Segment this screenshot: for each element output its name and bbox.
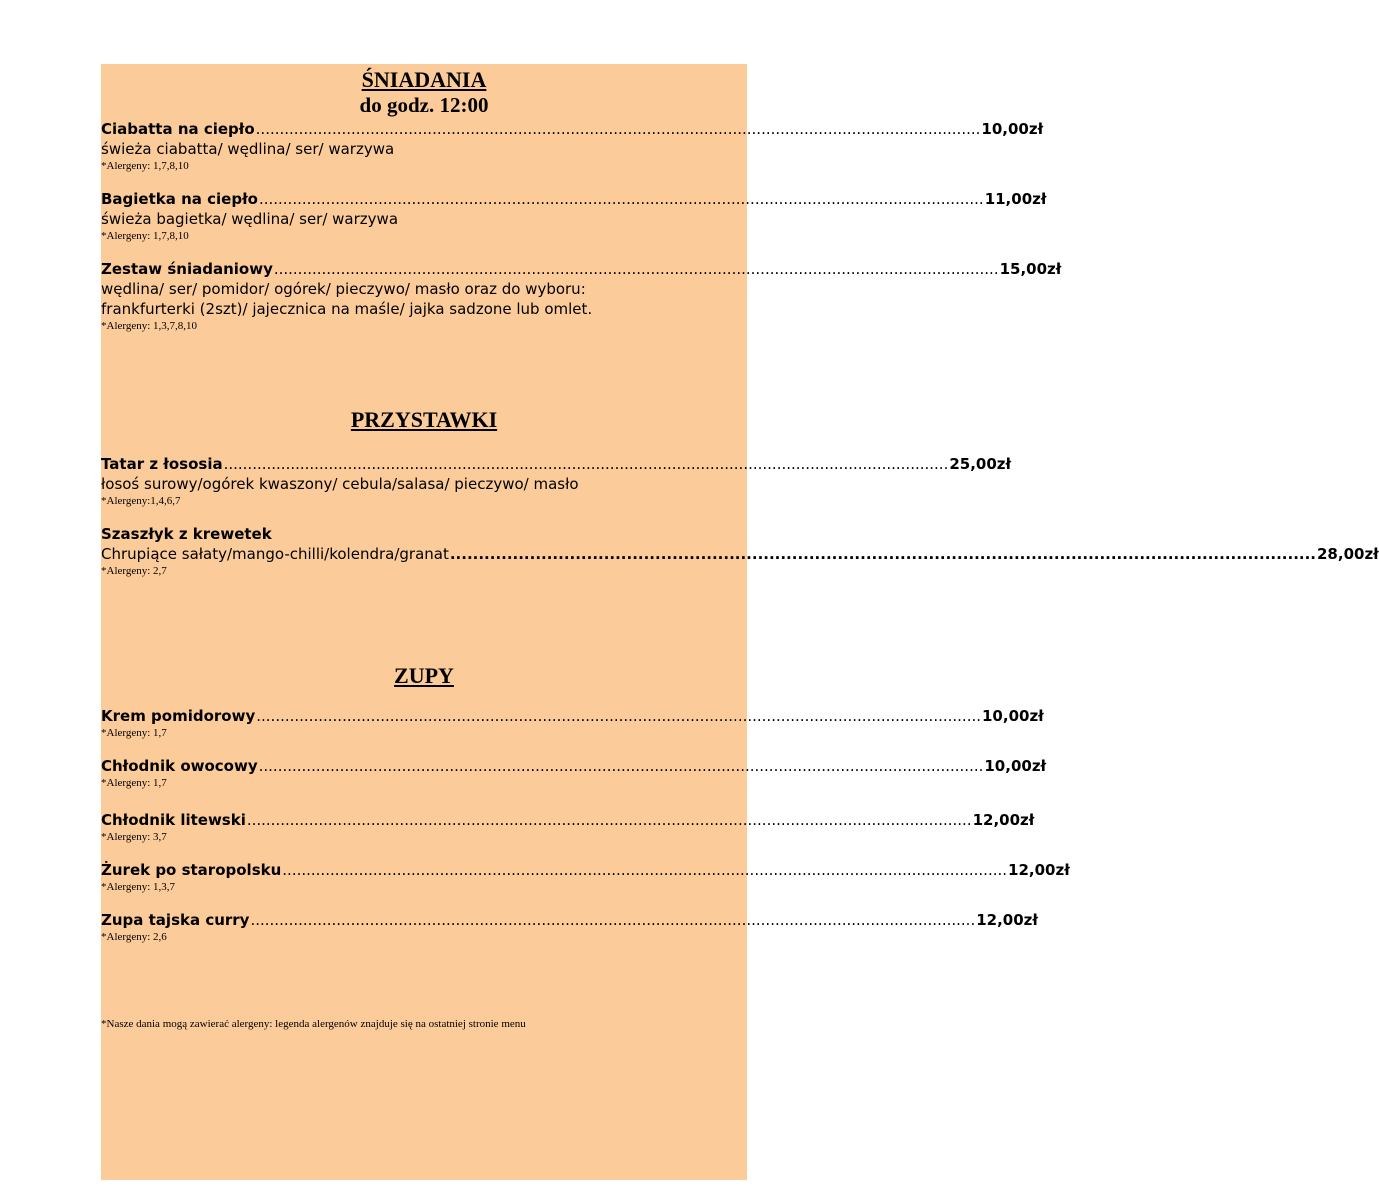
item-description: świeża ciabatta/ wędlina/ ser/ warzywa (101, 140, 395, 158)
item-price: 28,00zł (1317, 545, 1379, 563)
menu-item (101, 259, 1062, 333)
section-title-zupy: ZUPY (394, 663, 454, 688)
dot-leader: ........................................................................................................................................................ (246, 811, 972, 829)
item-name: Ciabatta na ciepło (101, 120, 255, 138)
item-allergens: *Alergeny: 3,7 (101, 831, 167, 843)
menu-item (101, 910, 1038, 944)
section-title-sniadania: ŚNIADANIA (361, 67, 487, 92)
item-price: 10,00zł (981, 120, 1044, 138)
item-description: frankfurterki (2szt)/ jajecznica na maśle/ jajka sadzone lub omlet. (101, 300, 593, 318)
menu-item (101, 524, 1379, 578)
item-name: Zestaw śniadaniowy (101, 260, 273, 278)
item-allergens: *Alergeny: 2,7 (101, 565, 167, 577)
item-allergens: *Alergeny:1,4,6,7 (101, 495, 181, 507)
item-description: wędlina/ ser/ pomidor/ ogórek/ pieczywo/ masło oraz do wyboru: (101, 280, 586, 298)
allergen-footnote: *Nasze dania mogą zawierać alergeny: legenda alergenów znajduje się na ostatniej stronie menu (101, 1018, 526, 1030)
dot-leader: ........................................................................................................................................................ (258, 757, 984, 775)
dot-leader: ........................................................................................................................................................ (258, 190, 984, 208)
item-description: łosoś surowy/ogórek kwaszony/ cebula/salasa/ pieczywo/ masło (101, 475, 579, 493)
dot-leader: ........................................................................................................................................................ (449, 545, 1316, 563)
menu-content (101, 64, 1379, 1180)
item-allergens: *Alergeny: 1,3,7,8,10 (101, 320, 198, 332)
item-name: Krem pomidorowy (101, 707, 256, 725)
item-description: Chrupiące sałaty/mango-chilli/kolendra/granat (101, 545, 449, 563)
item-description: świeża bagietka/ wędlina/ ser/ warzywa (101, 210, 399, 228)
item-price: 25,00zł (949, 455, 1012, 473)
item-allergens: *Alergeny: 1,7,8,10 (101, 230, 189, 242)
menu-item (101, 860, 1070, 894)
item-price: 12,00zł (1008, 861, 1070, 879)
item-name: Bagietka na ciepło (101, 190, 258, 208)
item-price: 10,00zł (984, 757, 1047, 775)
menu-item (101, 189, 1047, 243)
dot-leader: ........................................................................................................................................................ (282, 861, 1008, 879)
item-name: Żurek po staropolsku (101, 861, 282, 879)
item-price: 10,00zł (982, 707, 1044, 725)
dot-leader: ........................................................................................................................................................ (223, 455, 949, 473)
item-name: Zupa tajska curry (101, 911, 250, 929)
item-price: 15,00zł (999, 260, 1062, 278)
menu-item (101, 810, 1035, 844)
section-title-przystawki: PRZYSTAWKI (350, 407, 498, 432)
menu-item (101, 756, 1047, 790)
dot-leader: ........................................................................................................................................................ (273, 260, 999, 278)
menu-item (101, 119, 1044, 173)
item-allergens: *Alergeny: 2,6 (101, 931, 167, 943)
item-price: 11,00zł (984, 190, 1047, 208)
dot-leader: ........................................................................................................................................................ (250, 911, 976, 929)
item-name: Tatar z łososia (101, 455, 223, 473)
dot-leader: ........................................................................................................................................................ (256, 707, 981, 725)
item-name: Chłodnik owocowy (101, 757, 258, 775)
item-price: 12,00zł (976, 911, 1038, 929)
item-name: Szaszłyk z krewetek (101, 525, 272, 543)
item-allergens: *Alergeny: 1,7 (101, 727, 167, 739)
item-name: Chłodnik litewski (101, 811, 246, 829)
item-allergens: *Alergeny: 1,3,7 (101, 881, 176, 893)
item-allergens: *Alergeny: 1,7,8,10 (101, 160, 189, 172)
dot-leader: ........................................................................................................................................................ (255, 120, 981, 138)
section-subtitle-sniadania: do godz. 12:00 (359, 93, 489, 117)
menu-page (101, 64, 1379, 1180)
menu-item (101, 706, 1044, 740)
menu-item (101, 454, 1012, 508)
item-price: 12,00zł (972, 811, 1035, 829)
item-allergens: *Alergeny: 1,7 (101, 777, 167, 789)
